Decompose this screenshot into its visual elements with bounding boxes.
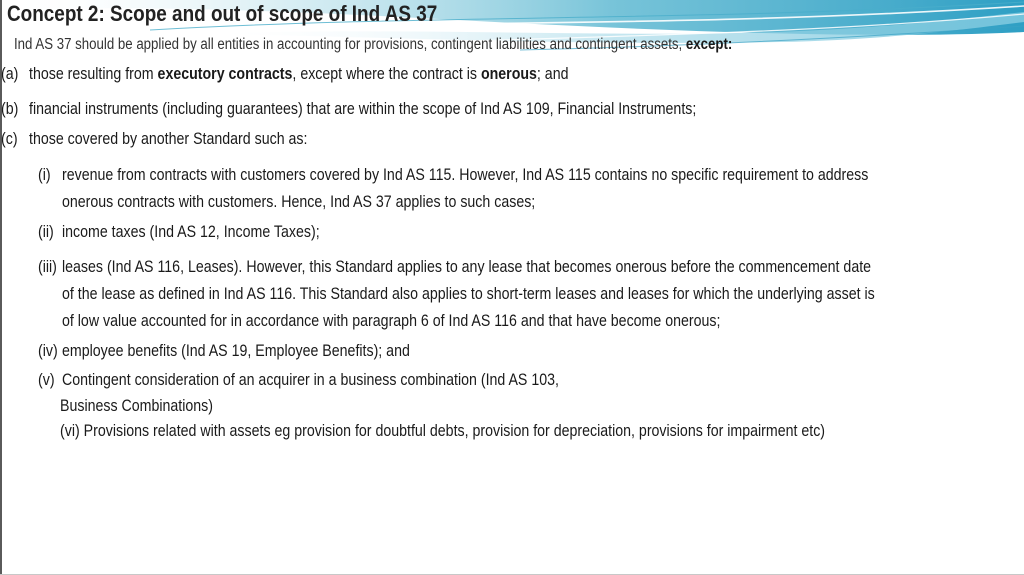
sub-iv-marker: (iv) (38, 342, 58, 360)
intro-paragraph (14, 36, 732, 54)
page-title: Concept 2: Scope and out of scope of Ind AS 37 (7, 1, 438, 26)
sub-iii-line1: leases (Ind AS 116, Leases). However, this Standard applies to any lease that becomes onerous before the commencement date (62, 258, 872, 276)
sub-i-line1: revenue from contracts with customers covered by Ind AS 115. However, Ind AS 115 contains no specific requirement to address (62, 166, 869, 184)
sub-v-marker: (v) (38, 371, 55, 389)
sub-v-line2: Business Combinations) (60, 397, 214, 415)
sub-vi-line1: (vi) Provisions related with assets eg provision for doubtful debts, provision for depreciation, provisions for impairment etc) (60, 422, 826, 440)
sub-iii-marker: (iii) (38, 258, 57, 276)
intro-text: Ind AS 37 should be applied by all entities in accounting for provisions, contingent liabilities and contingent assets, (14, 36, 686, 53)
item-a-part1: those resulting from (29, 65, 158, 83)
sub-iii-line2: of the lease as defined in Ind AS 116. This Standard also applies to short-term leases and leases for which the underlying asset is (62, 285, 875, 303)
sub-ii-marker: (ii) (38, 223, 54, 241)
item-b-text: financial instruments (including guarantees) that are within the scope of Ind AS 109, Financial Instruments; (29, 100, 697, 118)
sub-v-line1: Contingent consideration of an acquirer in a business combination (Ind AS 103, (62, 371, 559, 389)
item-a-part3: ; and (536, 65, 569, 83)
intro-except: except: (685, 36, 733, 53)
sub-i-marker: (i) (38, 166, 51, 184)
item-b-marker: (b) (1, 100, 19, 118)
item-a-text (29, 65, 568, 84)
item-a-onerous: onerous (480, 65, 537, 83)
left-border (0, 0, 2, 575)
item-a-executory: executory contracts (157, 65, 293, 83)
sub-iv-line1: employee benefits (Ind AS 19, Employee Benefits); and (62, 342, 410, 360)
item-c-text: those covered by another Standard such as: (29, 130, 308, 148)
item-a-marker: (a) (1, 65, 19, 83)
item-c-marker: (c) (1, 130, 18, 148)
sub-iii-line3: of low value accounted for in accordance with paragraph 6 of Ind AS 116 and that have become onerous; (62, 312, 721, 330)
sub-ii-line1: income taxes (Ind AS 12, Income Taxes); (62, 223, 320, 241)
sub-i-line2: onerous contracts with customers. Hence, Ind AS 37 applies to such cases; (62, 193, 536, 211)
item-a-part2: , except where the contract is (292, 65, 481, 83)
